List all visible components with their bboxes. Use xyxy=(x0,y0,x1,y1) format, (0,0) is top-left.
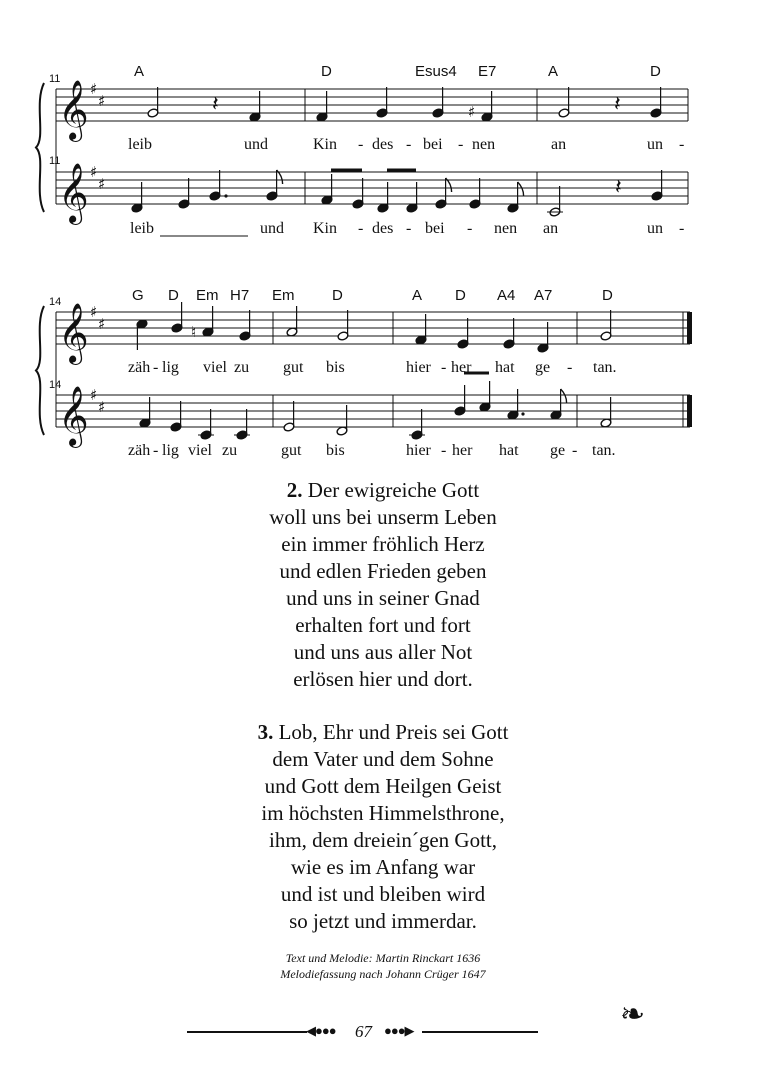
lyric-syllable: lig xyxy=(162,442,179,459)
verse-line: erlösen hier und dort. xyxy=(293,667,473,691)
lyric-syllable: nen xyxy=(472,136,496,153)
chord-symbol: Em xyxy=(196,287,219,304)
sharp-icon: ♯ xyxy=(90,386,98,404)
chord-symbol: A xyxy=(548,63,559,80)
verse-line: und uns aus aller Not xyxy=(293,640,473,664)
dot xyxy=(521,412,524,415)
lyric-hyphen: - xyxy=(458,136,464,153)
lyric-syllable: gut xyxy=(283,359,304,376)
lyric-hyphen: - xyxy=(406,220,412,237)
lyric-syllable: und xyxy=(260,220,284,237)
chord-symbol: Esus4 xyxy=(415,63,457,80)
verse-line: und edlen Frieden geben xyxy=(279,559,487,583)
quarter-rest-icon: 𝄽 xyxy=(615,175,622,200)
lyric-syllable: un xyxy=(647,220,663,237)
footer-rule-left xyxy=(187,1031,307,1033)
lyric-syllable: bis xyxy=(326,442,345,459)
lyric-syllable: her xyxy=(451,359,472,376)
sharp-icon: ♯ xyxy=(90,163,98,181)
lyric-syllable: bei xyxy=(423,136,443,153)
treble-clef-icon: 𝄞 xyxy=(58,303,89,363)
lyric-syllable: hier xyxy=(406,359,431,376)
lyric-syllable: des xyxy=(372,220,394,237)
lyric-syllable: lig xyxy=(162,359,179,376)
lyric-syllable: ge xyxy=(550,442,566,459)
lyric-syllable: viel xyxy=(203,359,227,376)
lyric-hyphen: - xyxy=(441,359,447,376)
footer-ornament-right-icon: ●●●▶ xyxy=(384,1023,414,1038)
verse-line: ein immer fröhlich Herz xyxy=(281,532,485,556)
sharp-icon: ♯ xyxy=(90,303,98,321)
lyric-syllable: ge xyxy=(535,359,551,376)
lyric-syllable: nen xyxy=(494,220,518,237)
footer-ornament-left-icon: ◀●●● xyxy=(306,1023,336,1038)
lyric-syllable: zäh xyxy=(128,442,151,459)
lyric-hyphen: - xyxy=(153,442,159,459)
natural-icon: ♮ xyxy=(191,323,197,341)
sharp-icon: ♯ xyxy=(98,175,106,193)
lyric-syllable: un xyxy=(647,136,663,153)
lyric-hyphen: - xyxy=(406,136,412,153)
quarter-rest-icon: 𝄽 xyxy=(212,92,219,117)
staff-graphics xyxy=(0,0,766,470)
lyric-syllable: zu xyxy=(222,442,238,459)
lyric-syllable: hier xyxy=(406,442,431,459)
lyric-syllable: des xyxy=(372,136,394,153)
verse-3 xyxy=(0,719,766,935)
lyric-hyphen: - xyxy=(441,442,447,459)
verse-line: dem Vater und dem Sohne xyxy=(272,747,494,771)
lyric-syllable: Kin xyxy=(313,220,337,237)
verse-line: im höchsten Himmelsthrone, xyxy=(261,801,505,825)
measure-number: 11 xyxy=(49,73,61,85)
verse-line: und Gott dem Heilgen Geist xyxy=(264,774,502,798)
lyric-syllable: tan. xyxy=(593,359,617,376)
verse-line: erhalten fort und fort xyxy=(295,613,471,637)
chord-symbol: D xyxy=(332,287,343,304)
verse-first-line xyxy=(0,719,766,746)
verse-number: 3. xyxy=(257,720,274,744)
brace-icon xyxy=(36,306,44,435)
credit-line: Text und Melodie: Martin Rinckart 1636 xyxy=(285,951,481,965)
note-flag xyxy=(561,389,567,403)
chord-symbol: D xyxy=(321,63,332,80)
chord-symbol: D xyxy=(602,287,613,304)
sharp-icon: ♯ xyxy=(98,398,106,416)
treble-clef-icon: 𝄞 xyxy=(58,386,89,446)
lyric-hyphen: - xyxy=(567,359,573,376)
chord-symbol: Em xyxy=(272,287,295,304)
lyric-hyphen: - xyxy=(153,359,159,376)
verse-line: wie es im Anfang war xyxy=(290,855,476,879)
sharp-icon: ♯ xyxy=(98,92,106,110)
measure-number: 14 xyxy=(49,379,62,391)
final-barline xyxy=(687,312,692,344)
music-system-2 xyxy=(0,0,766,470)
chord-symbol: A xyxy=(412,287,423,304)
chord-symbol: A7 xyxy=(534,287,553,304)
lyric-hyphen: - xyxy=(679,220,685,237)
quarter-rest-icon: 𝄽 xyxy=(614,92,621,117)
lyric-hyphen: - xyxy=(467,220,473,237)
credit-line: Melodiefassung nach Johann Crüger 1647 xyxy=(280,967,486,981)
lyric-syllable: hat xyxy=(495,359,515,376)
chord-symbol: A4 xyxy=(497,287,516,304)
page-number: 67 xyxy=(355,1022,372,1041)
lyric-syllable: zäh xyxy=(128,359,151,376)
lyric-syllable: gut xyxy=(281,442,302,459)
chord-symbol: H7 xyxy=(230,287,250,304)
lyric-syllable: an xyxy=(543,220,559,237)
lyric-syllable: hat xyxy=(499,442,519,459)
chord-symbol: E7 xyxy=(478,63,497,80)
treble-clef-icon: 𝄞 xyxy=(58,80,89,140)
lyric-syllable: und xyxy=(244,136,268,153)
lyric-hyphen: - xyxy=(572,442,578,459)
lyric-syllable: bis xyxy=(326,359,345,376)
lyric-syllable: Kin xyxy=(313,136,337,153)
final-barline xyxy=(687,395,692,427)
verse-line: so jetzt und immerdar. xyxy=(289,909,477,933)
verse-line: ihm, dem dreiein´gen Gott, xyxy=(268,828,498,852)
verse-number: 2. xyxy=(286,478,303,502)
measure-number: 11 xyxy=(49,155,61,167)
chord-symbol: A xyxy=(134,63,145,80)
treble-clef-icon: 𝄞 xyxy=(58,163,89,223)
verse-first-line xyxy=(0,477,766,504)
corner-flourish-icon: ❧ xyxy=(620,998,646,1031)
sharp-icon: ♯ xyxy=(98,315,106,333)
verse-2 xyxy=(0,477,766,693)
verse-line: und ist und bleiben wird xyxy=(280,882,486,906)
chord-symbol: D xyxy=(168,287,179,304)
lyric-hyphen: - xyxy=(679,136,685,153)
verse-line: und uns in seiner Gnad xyxy=(286,586,480,610)
lyric-syllable: viel xyxy=(188,442,212,459)
sharp-icon: ♯ xyxy=(468,103,476,121)
lyric-syllable: her xyxy=(452,442,473,459)
lyric-syllable: leib xyxy=(128,136,152,153)
footer-rule-right xyxy=(422,1031,538,1033)
verse-line: Lob, Ehr und Preis sei Gott xyxy=(273,720,509,744)
song-credits xyxy=(0,950,766,982)
lyric-hyphen: - xyxy=(358,136,364,153)
verse-line: woll uns bei unserm Leben xyxy=(269,505,497,529)
verse-line: Der ewigreiche Gott xyxy=(302,478,480,502)
chord-symbol: D xyxy=(650,63,661,80)
sharp-icon: ♯ xyxy=(90,80,98,98)
chord-symbol: G xyxy=(132,287,144,304)
lyric-syllable: bei xyxy=(425,220,445,237)
lyric-syllable: an xyxy=(551,136,567,153)
lyric-syllable: leib xyxy=(130,220,154,237)
lyric-hyphen: - xyxy=(358,220,364,237)
lyric-syllable: tan. xyxy=(592,442,616,459)
chord-symbol: D xyxy=(455,287,466,304)
lyric-syllable: zu xyxy=(234,359,250,376)
measure-number: 14 xyxy=(49,296,62,308)
